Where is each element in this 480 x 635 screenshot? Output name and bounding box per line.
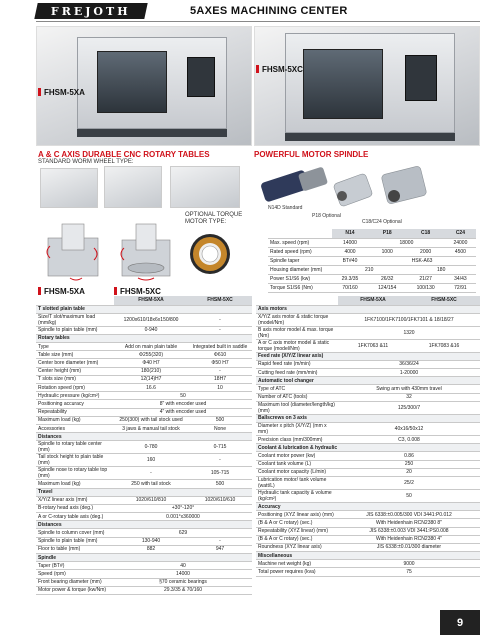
spindle-p18-label: P18 Optional <box>312 213 341 219</box>
page-title: 5AXES MACHINING CENTER <box>190 5 348 17</box>
spindle-spec-table <box>268 229 476 293</box>
left-spec-row <box>36 375 252 383</box>
left-spec-row-label: X/Y/Z linear axis (mm) <box>36 496 114 504</box>
right-spec-row <box>256 489 480 502</box>
left-spec-section-row <box>36 305 252 313</box>
left-spec-row <box>36 313 252 326</box>
right-spec-row-label: Precision class (mm/300mm) <box>256 436 338 444</box>
left-spec-row-label: Spindle nose to rotary table top (mm) <box>36 467 114 480</box>
left-spec-row-label: Motor power & torque (kw/Nm) <box>36 586 114 594</box>
right-spec-row-label: Cutting feed rate (mm/min) <box>256 369 338 377</box>
right-spec-row <box>256 527 480 535</box>
torque-motor-label: OPTIONAL TORQUE MOTOR TYPE: <box>185 212 243 225</box>
left-spec-row-label: Repeatability <box>36 408 114 416</box>
left-spec-row-value: 0.001°x360000 <box>114 513 252 521</box>
rotary-table-image-3 <box>170 166 240 208</box>
right-spec-row <box>256 401 480 414</box>
right-spec-row-value: 250 <box>338 460 480 468</box>
spindle-title: POWERFUL MOTOR SPINDLE <box>254 150 369 159</box>
left-spec-section-label: Travel <box>36 488 252 496</box>
left-spec-section-label: Distances <box>36 433 252 441</box>
left-spec-row-value: 1020/610/810 <box>114 496 188 504</box>
left-spec-row <box>36 408 252 416</box>
right-spec-section-label: Ballscrews on 3 axis <box>256 414 480 422</box>
right-spec-colhead: FHSM-5XA <box>338 296 408 305</box>
left-spec-row-label: Center bore diameter (mm) <box>36 359 114 367</box>
right-spec-row-label: X/Y/Z axis motor & static torque (model/Nm) <box>256 313 338 326</box>
spindle-row-rated-speed: Rated speed (rpm) 4000 1000 2000 4500 <box>268 247 476 256</box>
left-spec-row-value: 0-780 <box>114 441 188 454</box>
left-spec-row <box>36 392 252 400</box>
left-spec-row <box>36 384 252 392</box>
right-spec-row-value: 40x16/50x12 <box>338 423 480 436</box>
right-spec-section-label: Feed rate (X/Y/Z linear axis) <box>256 352 480 360</box>
right-spec-row <box>256 560 480 568</box>
left-spec-row-label: Maximum load (kg) <box>36 480 114 488</box>
right-spec-row <box>256 385 480 393</box>
left-spec-row-label: B-rotary head axis (deg.) <box>36 504 114 512</box>
torque-motor-ring <box>188 232 232 276</box>
right-spec-row-value: JIS 6338:±0.003 VDI 3441:PS0.008 <box>338 527 480 535</box>
right-spec-row-value: 1320 <box>338 326 480 339</box>
left-spec-row-label: Table size (mm) <box>36 351 114 359</box>
rotary-table-image-1 <box>40 168 98 208</box>
left-spec-row-label: A or C-rotary table axis (deg.) <box>36 513 114 521</box>
right-spec-section-label: Miscellaneous <box>256 552 480 560</box>
left-spec-row-label: Rotation speed (rpm) <box>36 384 114 392</box>
left-spec-row-label: Spindle to rotary table center (mm) <box>36 441 114 454</box>
axis-diagram-5xa <box>40 218 106 284</box>
caption-5xa: FHSM-5XA <box>38 88 85 97</box>
left-spec-row-value: 3 jaws & manual tail stock <box>114 424 188 432</box>
right-spec-row <box>256 468 480 476</box>
right-spec-row <box>256 476 480 489</box>
left-spec-row-value: - <box>114 467 188 480</box>
diagram-label-5xa: FHSM-5XA <box>38 287 85 296</box>
left-spec-row-value: - <box>188 367 252 375</box>
axis-diagram-5xc <box>112 218 178 284</box>
left-spec-row-value: - <box>188 313 252 326</box>
left-spec-row <box>36 562 252 570</box>
left-spec-row <box>36 454 252 467</box>
left-spec-section-row <box>36 433 252 441</box>
right-spec-row <box>256 393 480 401</box>
right-spec-row-label: Repeatability (XYZ linear) (mm) <box>256 527 338 535</box>
right-spec-row-value: 1FK7100/1FK7100/1FK7101 & 18/18/27 <box>338 313 480 326</box>
left-spec-row-value: 250 with tail stock <box>114 480 188 488</box>
right-spec-row-label: Coolant motor power (kw) <box>256 452 338 460</box>
left-spec-row-value: 1020/610/610 <box>188 496 252 504</box>
left-spec-colhead: FHSM-5XC <box>188 296 252 305</box>
right-spec-row-label: A or C axis motor model & static torque (model/Nm) <box>256 339 338 352</box>
right-spec-row-label: Diameter x pitch (X/Y/Z) (mm x mm) <box>256 423 338 436</box>
left-spec-row-value: 250(300) with tail stock used <box>114 416 188 424</box>
left-spec-row-label: Spindle to plain table (mm) <box>36 326 114 334</box>
right-spec-table <box>256 296 480 577</box>
left-spec-row-value: 18H7 <box>188 375 252 383</box>
left-spec-row-label: T slots size (mm) <box>36 375 114 383</box>
right-spec-row-label: B axis motor model & max. torque (Nm) <box>256 326 338 339</box>
right-spec-row-label: Rapid feed rate (m/min) <box>256 360 338 368</box>
right-spec-row-value: 25/2 <box>338 476 480 489</box>
right-spec-row-value: 0.86 <box>338 452 480 460</box>
right-spec-row <box>256 369 480 377</box>
spindle-c18-image <box>376 162 432 212</box>
left-spec-row-value: 0-715 <box>188 441 252 454</box>
left-spec-colhead <box>36 296 114 305</box>
left-spec-section-label: Distances <box>36 521 252 529</box>
right-spec-section-row <box>256 377 480 385</box>
left-spec-row-value: 160 <box>114 454 188 467</box>
left-spec-row-label: Front bearing diameter (mm) <box>36 578 114 586</box>
right-spec-row-value: JIS 6338:±0.005/300 VDI 3441:P0.012 <box>338 511 480 519</box>
right-spec-row-value: C3, 0.008 <box>338 436 480 444</box>
left-spec-section-label: T slotted plain table <box>36 305 252 313</box>
left-spec-row-value: +30°-120° <box>114 504 252 512</box>
left-spec-row <box>36 441 252 454</box>
left-spec-row-value: 4" with encoder used <box>114 408 252 416</box>
left-spec-row-label: Positioning accuracy <box>36 400 114 408</box>
left-spec-row-label: Taper (BT#) <box>36 562 114 570</box>
machine-photo-5xa <box>36 26 252 146</box>
rotary-subtitle: STANDARD WORM WHEEL TYPE: <box>38 159 134 165</box>
right-spec-section-row <box>256 502 480 510</box>
left-spec-row-label: Size/T slot/maximum load (mm/kg) <box>36 313 114 326</box>
spindle-n14d-image <box>258 164 338 206</box>
right-spec-row <box>256 535 480 543</box>
right-spec-section-label: Coolant & lubrication & hydraulic <box>256 444 480 452</box>
right-spec-row-label: Positioning (XYZ linear axis) (mm) <box>256 511 338 519</box>
right-spec-row <box>256 313 480 326</box>
diagram-label-5xc: FHSM-5XC <box>114 287 161 296</box>
right-spec-row-label: Number of ATC (tools) <box>256 393 338 401</box>
right-spec-row <box>256 519 480 527</box>
left-spec-row-value: - <box>188 537 252 545</box>
spindle-row-torque: Torque S1/S6 (Nm) 70/160 124/154 100/130 72/91 <box>268 283 476 292</box>
left-spec-row <box>36 467 252 480</box>
left-spec-row <box>36 416 252 424</box>
left-spec-row <box>36 351 252 359</box>
left-spec-row <box>36 367 252 375</box>
left-spec-row-value: Φ255(320) <box>114 351 188 359</box>
left-spec-colhead: FHSM-5XA <box>114 296 188 305</box>
spindle-row-housing: Housing diameter (mm) 210 180 <box>268 265 476 274</box>
right-spec-header-row <box>256 296 480 305</box>
right-spec-row-value: Swing arm with 430mm travel <box>338 385 480 393</box>
right-spec-row-label: (B & A or C rotary) (sec.) <box>256 519 338 527</box>
right-spec-section-row <box>256 414 480 422</box>
right-spec-row-label: Hydraulic tank capacity & volume (kg/cm²) <box>256 489 338 502</box>
left-spec-row-value: 12(14)H7 <box>114 375 188 383</box>
right-spec-row-value: JIS 6338:±0.01/300 diameter <box>338 543 480 551</box>
right-spec-row-value: 20 <box>338 468 480 476</box>
right-spec-row-label: Roundness (XYZ linear axis) <box>256 543 338 551</box>
rotary-table-image-2 <box>104 166 162 208</box>
left-spec-section-row <box>36 488 252 496</box>
left-spec-row-value: 50 <box>114 392 252 400</box>
machine-photo-5xc <box>254 26 480 146</box>
header-divider <box>36 21 480 22</box>
right-spec-row-value: 1FK7083 &16 <box>408 339 480 352</box>
left-spec-row <box>36 578 252 586</box>
left-spec-row <box>36 586 252 594</box>
right-spec-section-label: Axis motors <box>256 305 480 313</box>
right-spec-row-label: (B & A or C rotary) (sec.) <box>256 535 338 543</box>
right-spec-row-value: With Heidenhain RCN2380 4" <box>338 535 480 543</box>
right-spec-row-value: 36/36/24 <box>338 360 480 368</box>
right-spec-section-row <box>256 444 480 452</box>
spindle-table-header: N14 P18 C18 C24 <box>268 229 476 238</box>
right-spec-row <box>256 326 480 339</box>
left-spec-row <box>36 424 252 432</box>
left-spec-row-label: Maximum load (kg) <box>36 416 114 424</box>
left-spec-section-label: Spindle <box>36 554 252 562</box>
right-spec-row <box>256 452 480 460</box>
right-spec-section-row <box>256 305 480 313</box>
left-spec-table <box>36 296 252 595</box>
left-spec-row-value: 882 <box>114 545 188 553</box>
left-spec-row-value: 1200x610/18x6x150/800 <box>114 313 188 326</box>
left-spec-row-label: Spindle to plain table (mm) <box>36 537 114 545</box>
page-number: 9 <box>440 610 480 635</box>
left-spec-row-value: 629 <box>114 529 252 537</box>
right-spec-row-label: Maximum tool (diameter/length/kg) (mm) <box>256 401 338 414</box>
left-spec-section-row <box>36 334 252 342</box>
right-spec-row-label: Coolant motor capacity (L/min) <box>256 468 338 476</box>
left-spec-row <box>36 496 252 504</box>
left-spec-row-value: 500 <box>188 480 252 488</box>
right-spec-section-label: Automatic tool changer <box>256 377 480 385</box>
left-spec-row <box>36 529 252 537</box>
right-spec-row <box>256 543 480 551</box>
right-spec-section-row <box>256 352 480 360</box>
spindle-row-power: Power S1/S6 (kw) 29.3/35 26/32 21/27 34/43 <box>268 274 476 283</box>
left-spec-row-value: 8" with encoder used <box>114 400 252 408</box>
right-spec-row-value: 1FK7063 &11 <box>338 339 408 352</box>
left-spec-row-label: Tail stock height to plain table (mm) <box>36 454 114 467</box>
right-spec-row-label: Coolant tank volume (L) <box>256 460 338 468</box>
left-spec-row-value: 105-715 <box>188 467 252 480</box>
left-spec-row-value: Φ50 H7 <box>188 359 252 367</box>
left-spec-row-value: None <box>188 424 252 432</box>
left-spec-row-value: 29.3/35 & 70/160 <box>114 586 252 594</box>
left-spec-row <box>36 480 252 488</box>
right-spec-row-value: 75 <box>338 568 480 576</box>
left-spec-row <box>36 326 252 334</box>
right-spec-row-value: 9000 <box>338 560 480 568</box>
right-spec-row-value: With Heidenhain RCN2380 8" <box>338 519 480 527</box>
spindle-row-max-speed: Max. speed (rpm) 14000 18000 24000 <box>268 238 476 247</box>
left-spec-section-label: Rotary tables <box>36 334 252 342</box>
left-spec-row-value: Add on main plain table <box>114 343 188 351</box>
left-spec-row-value: 180(210) <box>114 367 188 375</box>
left-spec-row-value: 0-940 <box>114 326 188 334</box>
right-spec-row <box>256 423 480 436</box>
left-spec-row-value: §70 ceramic bearings <box>114 578 252 586</box>
right-spec-row-label: Lubrication motor/ tank volume (watt/L) <box>256 476 338 489</box>
left-spec-row-value: 130-940 <box>114 537 188 545</box>
left-spec-row <box>36 545 252 553</box>
right-spec-colhead: FHSM-5XC <box>408 296 480 305</box>
left-spec-row-value: - <box>188 326 252 334</box>
right-spec-row <box>256 460 480 468</box>
right-spec-row-label: Total power requires (kva) <box>256 568 338 576</box>
left-spec-row <box>36 504 252 512</box>
right-spec-row <box>256 360 480 368</box>
right-spec-row-value: 50 <box>338 489 480 502</box>
right-spec-row <box>256 511 480 519</box>
right-spec-row-value: 1-20000 <box>338 369 480 377</box>
spindle-c18c24-label: C18/C24 Optional <box>362 219 402 225</box>
left-spec-row-label: Type <box>36 343 114 351</box>
right-spec-row-value: 125/300/7 <box>338 401 480 414</box>
right-spec-section-row <box>256 552 480 560</box>
left-spec-row-label: Spindle to column cover (mm) <box>36 529 114 537</box>
left-spec-row-label: Center height (mm) <box>36 367 114 375</box>
right-spec-row-value: 32 <box>338 393 480 401</box>
page-header <box>0 0 480 22</box>
left-spec-row-value: 40 <box>114 562 252 570</box>
spindle-p18-image <box>330 168 376 212</box>
left-spec-header-row <box>36 296 252 305</box>
left-spec-row <box>36 513 252 521</box>
left-spec-section-row <box>36 521 252 529</box>
rotary-title: A & C AXIS DURABLE CNC ROTARY TABLES <box>38 150 210 159</box>
left-spec-section-row <box>36 554 252 562</box>
right-spec-row <box>256 436 480 444</box>
left-spec-row-value: 947 <box>188 545 252 553</box>
left-spec-row-value: 14000 <box>114 570 252 578</box>
left-spec-row-value: 10 <box>188 384 252 392</box>
caption-5xc: FHSM-5XC <box>256 65 303 74</box>
left-spec-row-label: Speed (rpm) <box>36 570 114 578</box>
left-spec-row-value: 500 <box>188 416 252 424</box>
spindle-n14d-label: N14D Standard <box>268 205 303 211</box>
brand-logo: FREJOTH <box>34 3 147 19</box>
left-spec-row <box>36 343 252 351</box>
left-spec-row-value: Φ610 <box>188 351 252 359</box>
left-spec-row <box>36 570 252 578</box>
left-spec-row-value: Integrated built in saddle <box>188 343 252 351</box>
right-spec-row-label: Machine net weight (kg) <box>256 560 338 568</box>
right-spec-section-label: Accuracy <box>256 502 480 510</box>
left-spec-row <box>36 400 252 408</box>
spindle-row-taper: Spindle taper BT#40 HSK-A63 <box>268 256 476 265</box>
right-spec-row-label: Type of ATC <box>256 385 338 393</box>
left-spec-row <box>36 537 252 545</box>
right-spec-row <box>256 339 480 352</box>
left-spec-row-value: 16.6 <box>114 384 188 392</box>
left-spec-row-label: Hydraulic pressure (kg/cm²) <box>36 392 114 400</box>
left-spec-row-label: Accessories <box>36 424 114 432</box>
right-spec-colhead <box>256 296 338 305</box>
right-spec-row <box>256 568 480 576</box>
left-spec-row <box>36 359 252 367</box>
left-spec-row-value: Φ40 H7 <box>114 359 188 367</box>
left-spec-row-label: Floor to table (mm) <box>36 545 114 553</box>
left-spec-row-value: - <box>188 454 252 467</box>
